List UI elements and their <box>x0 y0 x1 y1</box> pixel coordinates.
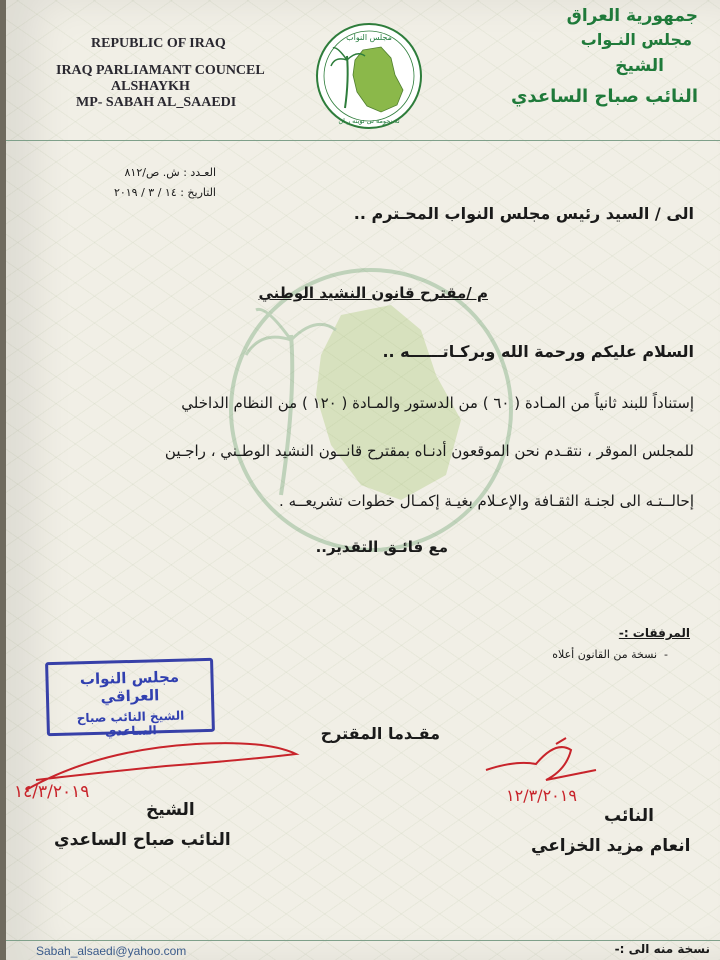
footer-email: Sabah_alsaedi@yahoo.com <box>36 944 187 958</box>
emblem-bottom-text: ئه نجومه نى نوينه ر ان <box>338 117 400 125</box>
attachment-item <box>552 648 668 661</box>
right-signature-date: ١٢/٣/٢٠١٩ <box>506 786 577 805</box>
letter-page <box>6 0 720 960</box>
header-en-line-4: MP- SABAH AL_SAAEDI <box>76 95 237 110</box>
header-en-line-2: IRAQ PARLIAMANT COUNCEL <box>56 63 265 78</box>
number-label: العـدد : <box>183 166 216 179</box>
official-stamp <box>45 658 215 739</box>
header-ar-line-2: مجلس النـواب <box>580 30 692 49</box>
attachment-text: نسخة من القانون أعلاه <box>552 648 658 661</box>
stamp-line-2: الشيخ النائب صباح الساعدي <box>76 708 185 739</box>
header-divider <box>6 140 720 141</box>
left-signature-date: ١٤/٣/٢٠١٩ <box>14 782 90 802</box>
date-label: التاريخ : <box>180 186 216 199</box>
footer-divider <box>6 940 720 941</box>
date-value: ١٤ / ٣ / ٢٠١٩ <box>113 186 177 199</box>
letter-number <box>56 166 216 179</box>
right-name: انعام مزيد الخزاعي <box>531 836 691 856</box>
header-ar-line-4: النائب صباح الساعدي <box>510 86 698 107</box>
addressee: الى / السيد رئيس مجلس النواب المحـترم .. <box>353 204 694 223</box>
header-ar-line-3: الشيخ <box>615 56 664 76</box>
parliament-emblem <box>313 20 425 132</box>
left-title: الشيخ <box>146 800 195 820</box>
number-value: ش. ص/٨١٢ <box>124 166 180 179</box>
letter-date <box>56 186 216 199</box>
header-ar-line-1: جمهورية العراق <box>566 6 698 26</box>
subject: م /مقترح قانون النشيد الوطني <box>258 284 488 302</box>
closing: مع فائـق التقدير.. <box>315 538 448 556</box>
right-title: النائب <box>604 806 654 826</box>
stamp-line-1: مجلس النواب العراقي <box>79 667 180 706</box>
header-en-line-3: ALSHAYKH <box>111 79 190 94</box>
emblem-top-text: مجلس النواب <box>346 33 392 42</box>
body-line-3: إحالــتـه الى لجنـة الثقـافة والإعـلام بغيـة إكمـال خطوات تشريعــه . <box>279 492 694 510</box>
body-line-2: للمجلس الموقر ، نتقـدم نحن الموقعون أدنـاه بمقترح قانــون النشيد الوطـني ، راجـين <box>164 442 694 460</box>
attachments-label: المرفقات :- <box>618 626 690 640</box>
copy-to-label: نسخة منه الى :- <box>614 942 710 956</box>
greeting: السلام عليكم ورحمة الله وبركـاتــــــه .. <box>382 342 694 361</box>
proposers-label: مقـدما المقترح <box>320 724 440 743</box>
body-line-1: إستناداً للبند ثانياً من المـادة ( ٦٠ ) من الدستور والمـادة ( ١٢٠ ) من النظام الداخلي <box>181 394 694 412</box>
left-name: النائب صباح الساعدي <box>54 830 231 850</box>
attachment-dash: - <box>657 648 668 661</box>
header-en-line-1: REPUBLIC OF IRAQ <box>91 36 226 51</box>
